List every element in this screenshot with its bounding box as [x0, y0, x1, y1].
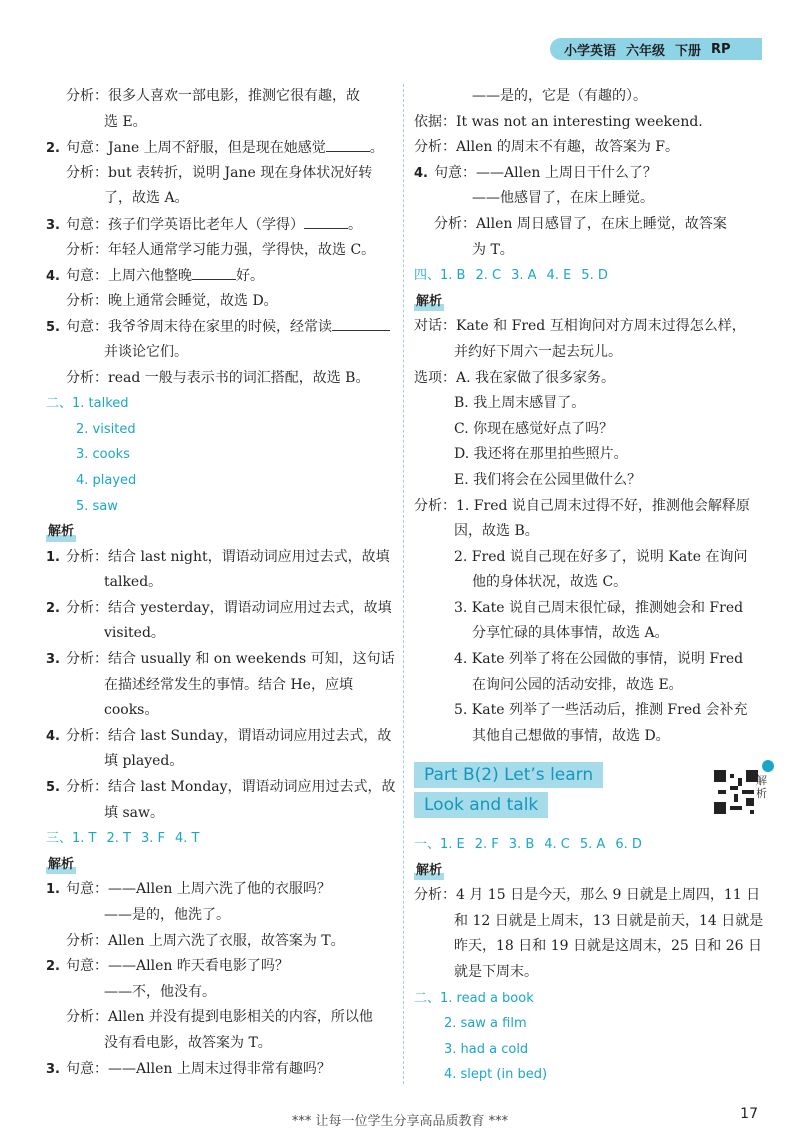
- question-3: 3. 句意：孩子们学英语比老年人（学得） 。: [46, 212, 396, 238]
- text-line: 依据：It was not an interesting weekend.: [414, 113, 703, 130]
- right-column: [414, 84, 760, 749]
- text-line: 为 T。: [472, 241, 514, 258]
- part-title: Part B(2) Let’s learn: [414, 762, 603, 788]
- text-line: 在描述经常发生的事情。结合 He，应填: [104, 676, 353, 693]
- text-line: 其他自己想做的事情，故选 D。: [472, 727, 670, 744]
- header-grade: 六年级: [626, 43, 666, 59]
- analysis-heading: 解析: [46, 852, 76, 878]
- text-line: 选 E。: [104, 113, 147, 130]
- text-line: 没有看电影，故答案为 T。: [104, 1034, 272, 1051]
- text-line: 了，故选 A。: [104, 190, 189, 207]
- analysis-item: 4. Kate 列举了将在公园做的事情，说明 Fred: [454, 651, 744, 668]
- text-line: cooks。: [104, 702, 159, 719]
- section-1-answers: 一、1. E 2. F 3. B 4. C 5. A 6. D: [414, 837, 642, 852]
- text-line: visited。: [104, 625, 165, 642]
- text-line: 对话：Kate 和 Fred 互相询问对方周末过得怎么样，: [414, 318, 746, 335]
- header-subject: 小学英语: [564, 43, 617, 59]
- text-line: 填 saw。: [104, 804, 164, 821]
- analysis-item: 3. 分析：结合 usually 和 on weekends 可知，这句话: [46, 651, 395, 668]
- text-line: 分析：4 月 15 日是今天，那么 9 日就是上周四，11 日: [414, 887, 761, 904]
- section-2-answer-1: 二、1. read a book: [414, 990, 534, 1006]
- text-line: 在询问公园的活动安排，故选 E。: [472, 676, 683, 693]
- section-2-answer-2: 2. saw a film: [444, 1016, 527, 1032]
- section-2-answer-2: 2. visited: [76, 421, 136, 437]
- page-number: 17: [740, 1106, 758, 1122]
- text-line: 就是下周末。: [454, 963, 538, 980]
- text-line: 他的身体状况，故选 C。: [472, 574, 628, 591]
- text-line: 分析：很多人喜欢一部电影，推测它很有趣，故: [66, 88, 360, 104]
- text-line: 分析：but 表转折，说明 Jane 现在身体状况好转: [66, 164, 373, 181]
- question-4: 4. 句意：上周六他整晚 好。: [46, 263, 396, 289]
- analysis-item: 2. 句意：——Allen 昨天看电影了吗？: [46, 958, 289, 975]
- text-line: ——是的，它是（有趣的）。: [472, 88, 647, 104]
- part-heading: [414, 762, 767, 832]
- analysis-item: 2. 分析：结合 yesterday，谓语动词应用过去式，故填: [46, 599, 392, 616]
- analysis-item: 5. Kate 列举了一些活动后，推测 Fred 会补充: [454, 702, 748, 719]
- section-2-answer-1: 二、1. talked: [46, 396, 129, 412]
- question-5: 5. 句意：我爷爷周末待在家里的时候，经常读: [46, 314, 396, 340]
- answer-blank: [304, 212, 348, 229]
- text-line: ——他感冒了，在床上睡觉。: [472, 190, 654, 207]
- column-divider: [403, 84, 404, 1084]
- right-column-lower: [414, 832, 764, 1088]
- option-line: C. 你现在感觉好点了吗？: [454, 420, 614, 437]
- text-line: 分析：Allen 的周末不有趣，故答案为 F。: [414, 139, 679, 156]
- text-line: 分享忙碌的具体事情，故选 A。: [472, 625, 669, 642]
- section-2-answer-3: 3. cooks: [76, 447, 130, 463]
- answer-blank: [326, 135, 370, 152]
- analysis-item: 5. 分析：结合 last Monday，谓语动词应用过去式，故: [46, 779, 396, 796]
- section-3-answers: 三、1. T 2. T 3. F 4. T: [46, 831, 200, 847]
- analysis-item: 4. 分析：结合 last Sunday，谓语动词应用过去式，故: [46, 727, 392, 744]
- section-2-answer-5: 5. saw: [76, 498, 118, 514]
- left-column: [46, 84, 396, 1082]
- header-edition: RP: [711, 41, 731, 57]
- qr-label: 解析: [756, 774, 767, 800]
- text-line: 因，故选 B。: [454, 523, 539, 540]
- footer-slogan: *** 让每一位学生分享高品质教育 ***: [291, 1114, 509, 1129]
- option-line: 选项：A. 我在家做了很多家务。: [414, 369, 616, 386]
- question-2: 2. 句意：Jane 上周不舒服，但是现在她感觉 。: [46, 135, 396, 161]
- text-line: ——不，他没有。: [104, 983, 216, 1000]
- option-line: E. 我们将会在公园里做什么？: [454, 471, 642, 488]
- analysis-heading: 解析: [414, 289, 444, 315]
- analysis-item: 2. Fred 说自己现在好多了，说明 Kate 在询问: [454, 548, 748, 565]
- header-tab: [550, 38, 762, 60]
- question-4: 4. 句意：——Allen 上周日干什么了？: [414, 164, 657, 181]
- text-line: 并约好下周六一起去玩儿。: [454, 343, 622, 360]
- play-icon[interactable]: [762, 760, 774, 772]
- text-line: talked。: [104, 574, 163, 591]
- text-line: 分析：年轻人通常学习能力强，学得快，故选 C。: [66, 241, 376, 258]
- section-4-answers: 四、1. B 2. C 3. A 4. E 5. D: [414, 268, 608, 284]
- section-2-answer-4: 4. played: [76, 472, 137, 488]
- analysis-item: 1. 句意：——Allen 上周六洗了他的衣服吗？: [46, 881, 331, 898]
- analysis-heading: 解析: [46, 519, 76, 545]
- text-line: 并谈论它们。: [104, 343, 188, 360]
- option-line: D. 我还将在那里拍些照片。: [454, 446, 628, 463]
- text-line: ——是的，他洗了。: [104, 907, 230, 923]
- text-line: 分析：read 一般与表示书的词汇搭配，故选 B。: [66, 369, 370, 386]
- text-line: 和 12 日就是上周末，13 日就是前天，14 日就是: [454, 912, 764, 929]
- analysis-item: 3. Kate 说自己周末很忙碌，推测她会和 Fred: [454, 599, 744, 616]
- text-line: 分析：Allen 上周六洗了衣服，故答案为 T。: [66, 932, 345, 949]
- text-line: 填 played。: [104, 753, 184, 770]
- answer-blank: [332, 314, 390, 331]
- analysis-item: 3. 句意：——Allen 上周末过得非常有趣吗？: [46, 1060, 331, 1077]
- text-line: 昨天，18 日和 19 日就是这周末，25 日和 26 日: [454, 938, 762, 955]
- section-2-answer-3: 3. had a cold: [444, 1041, 529, 1057]
- analysis-heading: 解析: [414, 858, 444, 884]
- analysis-item: 分析：1. Fred 说自己周末过得不好，推测他会解释原: [414, 497, 750, 514]
- text-line: 分析：Allen 并没有提到电影相关的内容，所以他: [66, 1009, 373, 1026]
- section-2-answer-4: 4. slept (in bed): [444, 1067, 548, 1083]
- answer-blank: [192, 263, 236, 280]
- option-line: B. 我上周末感冒了。: [454, 395, 586, 412]
- qr-code-icon[interactable]: [714, 770, 758, 814]
- part-subtitle: Look and talk: [414, 792, 548, 818]
- header-volume: 下册: [675, 43, 702, 59]
- analysis-item: 1. 分析：结合 last night，谓语动词应用过去式，故填: [46, 548, 390, 565]
- text-line: 分析：晚上通常会睡觉，故选 D。: [66, 292, 278, 309]
- text-line: 分析：Allen 周日感冒了，在床上睡觉，故答案: [434, 215, 727, 232]
